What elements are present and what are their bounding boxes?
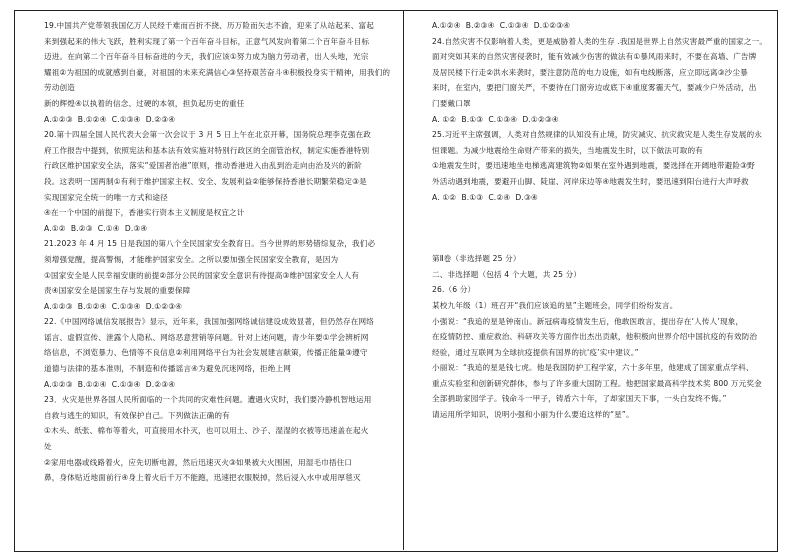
text-line: 请运用所学知识，说明小强和小丽为什么要追这样的“星”。	[432, 410, 634, 420]
text-line: 责④国家安全是国家生存与发展的重要保障	[44, 286, 191, 296]
text-line: 处	[44, 442, 52, 452]
text-line: ①地震发生时，要迅速地坐电梯逃离建筑物②如果在室外遇到地震，要选择在开阔地带避险③野	[432, 161, 755, 171]
text-line: 23．火灾是世界各国人民所面临的一个共同的灾难性问题。遭遇火灾时，我们要冷静机智地运用	[44, 395, 372, 405]
text-line: 府工作报告中提到，依照宪法和基本法有效实施对特别行政区的全面管治权，制定实施香港特别	[44, 145, 370, 155]
text-line: 小强说：“我追的星是钟南山。新冠病毒疫情发生后，他敢医敢言，提出存在‘人传人’现象，	[432, 316, 744, 326]
text-line: 外活动遇到地震，要避开山脚、陡崖、河岸床边等④地震发生时，要迅速到阳台进行大声呼救	[432, 176, 749, 186]
text-line: 26.（6 分）	[432, 285, 476, 295]
text-line: ②家用电器或线路着火，应先切断电源，然后迅速灭火③如果被大火围困，用湿毛巾捂住口	[44, 457, 353, 467]
text-line: A.①②③ B.①②④ C.①③④ D.②③④	[44, 379, 176, 389]
text-line: 22.《中国网络诚信发展报告》显示，近年来，我国加强网络诚信建设成效显著，但仍然存在网络	[44, 317, 375, 327]
text-line: A. ①② B.①③ C.①③④ D.①②③④	[432, 114, 559, 124]
text-line: 25.习近平主席强调，人类对自然规律的认知没有止境，防灾减灾、抗灾救灾是人类生存发展的永	[432, 130, 763, 140]
text-line: 谣言、虚假宣传、泄露个人隐私、网络恶意营销等问题。针对上述问题，青少年要①学会辨析网	[44, 332, 369, 342]
text-line: 恒课题。为减少地震给生命财产带来的损失，当地震发生时，以下做法可取的有	[432, 145, 704, 155]
text-line: 络信息，不浏览暴力、色情等不良信息②利用网络平台为社会发展建言献策，传播正能量③遵守	[44, 348, 368, 358]
text-line: 二、非选择题（包括 4 个大题，共 25 分）	[432, 269, 582, 279]
text-line: 19.中国共产党带领我国亿万人民经千难而百折不挠、历万险而矢志不渝，迎来了从站起来、富起	[44, 21, 375, 30]
text-line: 重点实验室和创新研究群体，参与了许多重大国防工程。他把国家最高科学技术奖 800 万元奖金	[432, 378, 762, 388]
left-column	[44, 18, 396, 486]
text-line: 鼻，身体贴近地面前行④身上着火后千万不能跑，迅速把衣服脱掉，然后浸入水中或用厚毯灭	[44, 473, 361, 483]
text-line: 24.自然灾害不仅影响着人类，更是威胁着人类的生存 .我国是世界上自然灾害最严重的国家之一。	[432, 36, 768, 46]
text-line: A.①②③ B.①②④ C.①③④ D.①②③④	[44, 301, 183, 311]
text-line: 经验，通过互联网为全球抗疫提供有国界的抗‘疫’实中建议。”	[432, 347, 639, 357]
text-line: 及居民楼下行走②洪水来袭时，要注意防范的电力设施，如有电线断落，应立即远离③沙尘暴	[432, 67, 748, 77]
column-divider	[403, 10, 404, 550]
text-line: 面对突如其来的自然灾害侵袭时，能有效减少伤害的做法有①暴风雨来时，不要在高墙、广告牌	[432, 52, 757, 62]
text-line: 行政区维护国家安全法，落实“爱国者治港”原则，推动香港进入由乱到治走向由治及兴的新阶	[44, 161, 362, 171]
text-line: 须增强觉醒，提高警惕，才能维护国家安全。之所以要加强全民国家安全教育，是因为	[44, 254, 339, 264]
text-line: 迈进。在向第二个百年奋斗目标奋进的今天，我们应该①努力成为脑力劳动者，出人头地，光宗	[44, 52, 369, 62]
text-line: 小丽说：“我追的星是钱七虎。他是我国防护工程学家，六十多年里，他建成了国家重点学科、	[432, 363, 754, 373]
text-line: A. ①② B.①③ C.②④ D.③④	[432, 192, 538, 202]
text-line: 第Ⅱ卷（非选择题 25 分）	[432, 254, 521, 264]
text-line: ①国家安全是人民幸福安康的前提②部分公民的国家安全意识有待提高③维护国家安全人人有	[44, 270, 360, 280]
text-line: 某校九年级（1）班召开“我们应该追的星”主题班会，同学们纷纷发言。	[432, 300, 678, 310]
text-line: A.①② B.②③ C.①④ D.③④	[44, 223, 148, 233]
text-line: 全部捐助家园学子。钱命斗一甲子，铸盾六十年，了却家国天下事，一头白发终不悔。”	[432, 394, 727, 404]
text-line: 21.2023 年 4 月 15 日是我国的第八个全民国家安全教育日。当今世界的形势错综复杂，我们必	[44, 239, 376, 249]
text-line: 门要戴口罩	[432, 98, 471, 108]
blank-gap	[432, 205, 768, 251]
text-line: 来时，在室内，要把门窗关严，不要待在门窗旁边或底下④重度雾霾天气，要减少户外活动，出	[432, 83, 757, 93]
text-line: 道德与法律的基本准则，不制造和传播谣言④为避免沉迷网络，拒绝上网	[44, 364, 292, 374]
text-line: A.①②③ B.①②④ C.①③④ D.②③④	[44, 114, 176, 124]
text-line: 在疫情防控、重症救治、科研攻关等方面作出杰出贡献，他积极向世界介绍中国抗疫的有效防治	[432, 332, 758, 342]
text-line: 耀祖②为祖国的成就感到自豪，对祖国的未来充满信心③坚持艰苦奋斗④积极投身实干精神，用我们的劳动创造	[44, 67, 391, 93]
right-column	[432, 18, 768, 423]
text-line: 自救与逃生的知识，有效保护自己。下列做法正确的有	[44, 410, 230, 420]
text-line: 实现国家完全统一的唯一方式和途径	[44, 192, 168, 202]
text-line: 来到强起来的伟大飞跃，胜利实现了第一个百年奋斗目标，正意气风发向着第二个百年奋斗目标	[44, 36, 370, 46]
text-line: ④在一个中国的前提下，香港实行资本主义制度是权宜之计	[44, 208, 245, 218]
text-line: 段。这表明一国两制①有利于维护国家主权、安全、发展利益②能够保持香港长期繁荣稳定③是	[44, 176, 367, 186]
text-line: A.①②④ B.②③④ C.①③④ D.①②③④	[432, 21, 571, 30]
text-line: 新的辉煌④以执着的信念、过硬的本领，担负起历史的重任	[44, 98, 245, 108]
text-line: ①木头、纸张、棉布等着火，可直接用水扑灭，也可以用土、沙子、湿湿的衣被等迅速盖在起火	[44, 426, 369, 436]
text-line: 20.第十四届全国人民代表大会第一次会议于 3 月 5 日上午在北京开幕，国务院总理李克强在政	[44, 130, 372, 140]
